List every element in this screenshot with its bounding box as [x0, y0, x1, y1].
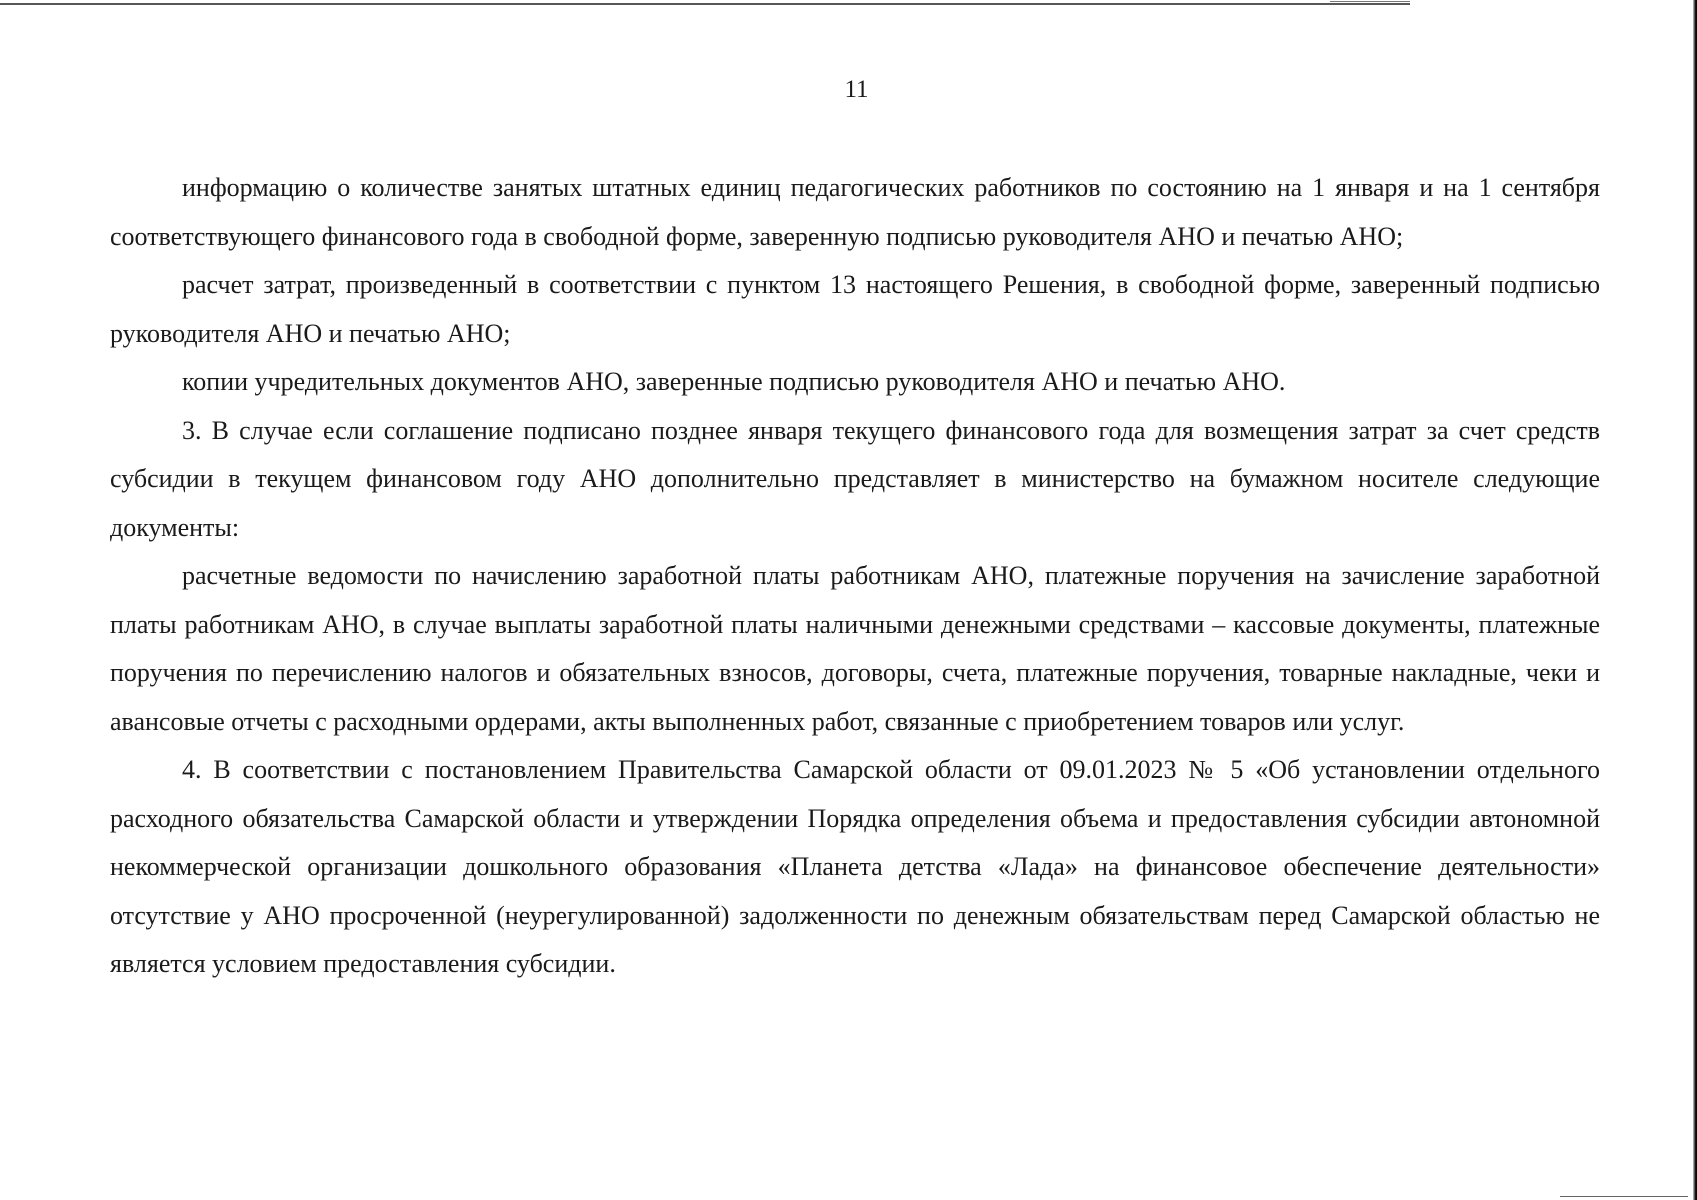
scan-edge-right: [1693, 0, 1697, 1200]
document-body: [110, 164, 1600, 989]
paragraph-founding-documents: копии учредительных документов АНО, заверенные подписью руководителя АНО и печатью АНО.: [182, 367, 1286, 396]
scan-edge-top: [0, 3, 1410, 5]
paragraph-cost-calculation: расчет затрат, произведенный в соответствии с пунктом 13 настоящего Решения, в свободной форме, заверенный подписью руководителя АНО и печатью АНО;: [110, 270, 1600, 348]
paragraph-payroll-documents: расчетные ведомости по начислению заработной платы работникам АНО, платежные поручения на зачисление заработной платы работникам АНО, в случае выплаты заработной платы наличными денежными средствами – кассовые документы, платежные поручения по перечислению налогов и обязательных взносов, договоры, счета, платежные поручения, товарные накладные, чеки и авансовые отчеты с расходными ордерами, акты выполненных работ, связанные с приобретением товаров или услуг.: [110, 561, 1600, 736]
scan-edge-top-mark: [1330, 1, 1410, 2]
page-number-text: 11: [844, 76, 869, 103]
paragraph-staff-info: информацию о количестве занятых штатных единиц педагогических работников по состоянию на 1 января и на 1 сентября соответствующего финансового года в свободной форме, заверенную подписью руководителя АНО и печатью АНО;: [110, 173, 1600, 251]
paragraph-item-3: 3. В случае если соглашение подписано позднее января текущего финансового года для возмещения затрат за счет средств субсидии в текущем финансовом году АНО дополнительно представляет в министерство на бумажном носителе следующие документы:: [110, 415, 1600, 542]
page-number: [0, 76, 1697, 104]
scan-edge-bottom-mark: [1560, 1196, 1688, 1197]
paragraph-item-4: 4. В соответствии с постановлением Правительства Самарской области от 09.01.2023 № 5 «Об установлении отдельного расходного обязательства Самарской области и утверждении Порядка определения объема и предоставления субсидии автономной некоммерческой организации дошкольного образования «Планета детства «Лада» на финансовое обеспечение деятельности» отсутствие у АНО просроченной (неурегулированной) задолженности по денежным обязательствам перед Самарской областью не является условием предоставления субсидии.: [110, 755, 1600, 978]
